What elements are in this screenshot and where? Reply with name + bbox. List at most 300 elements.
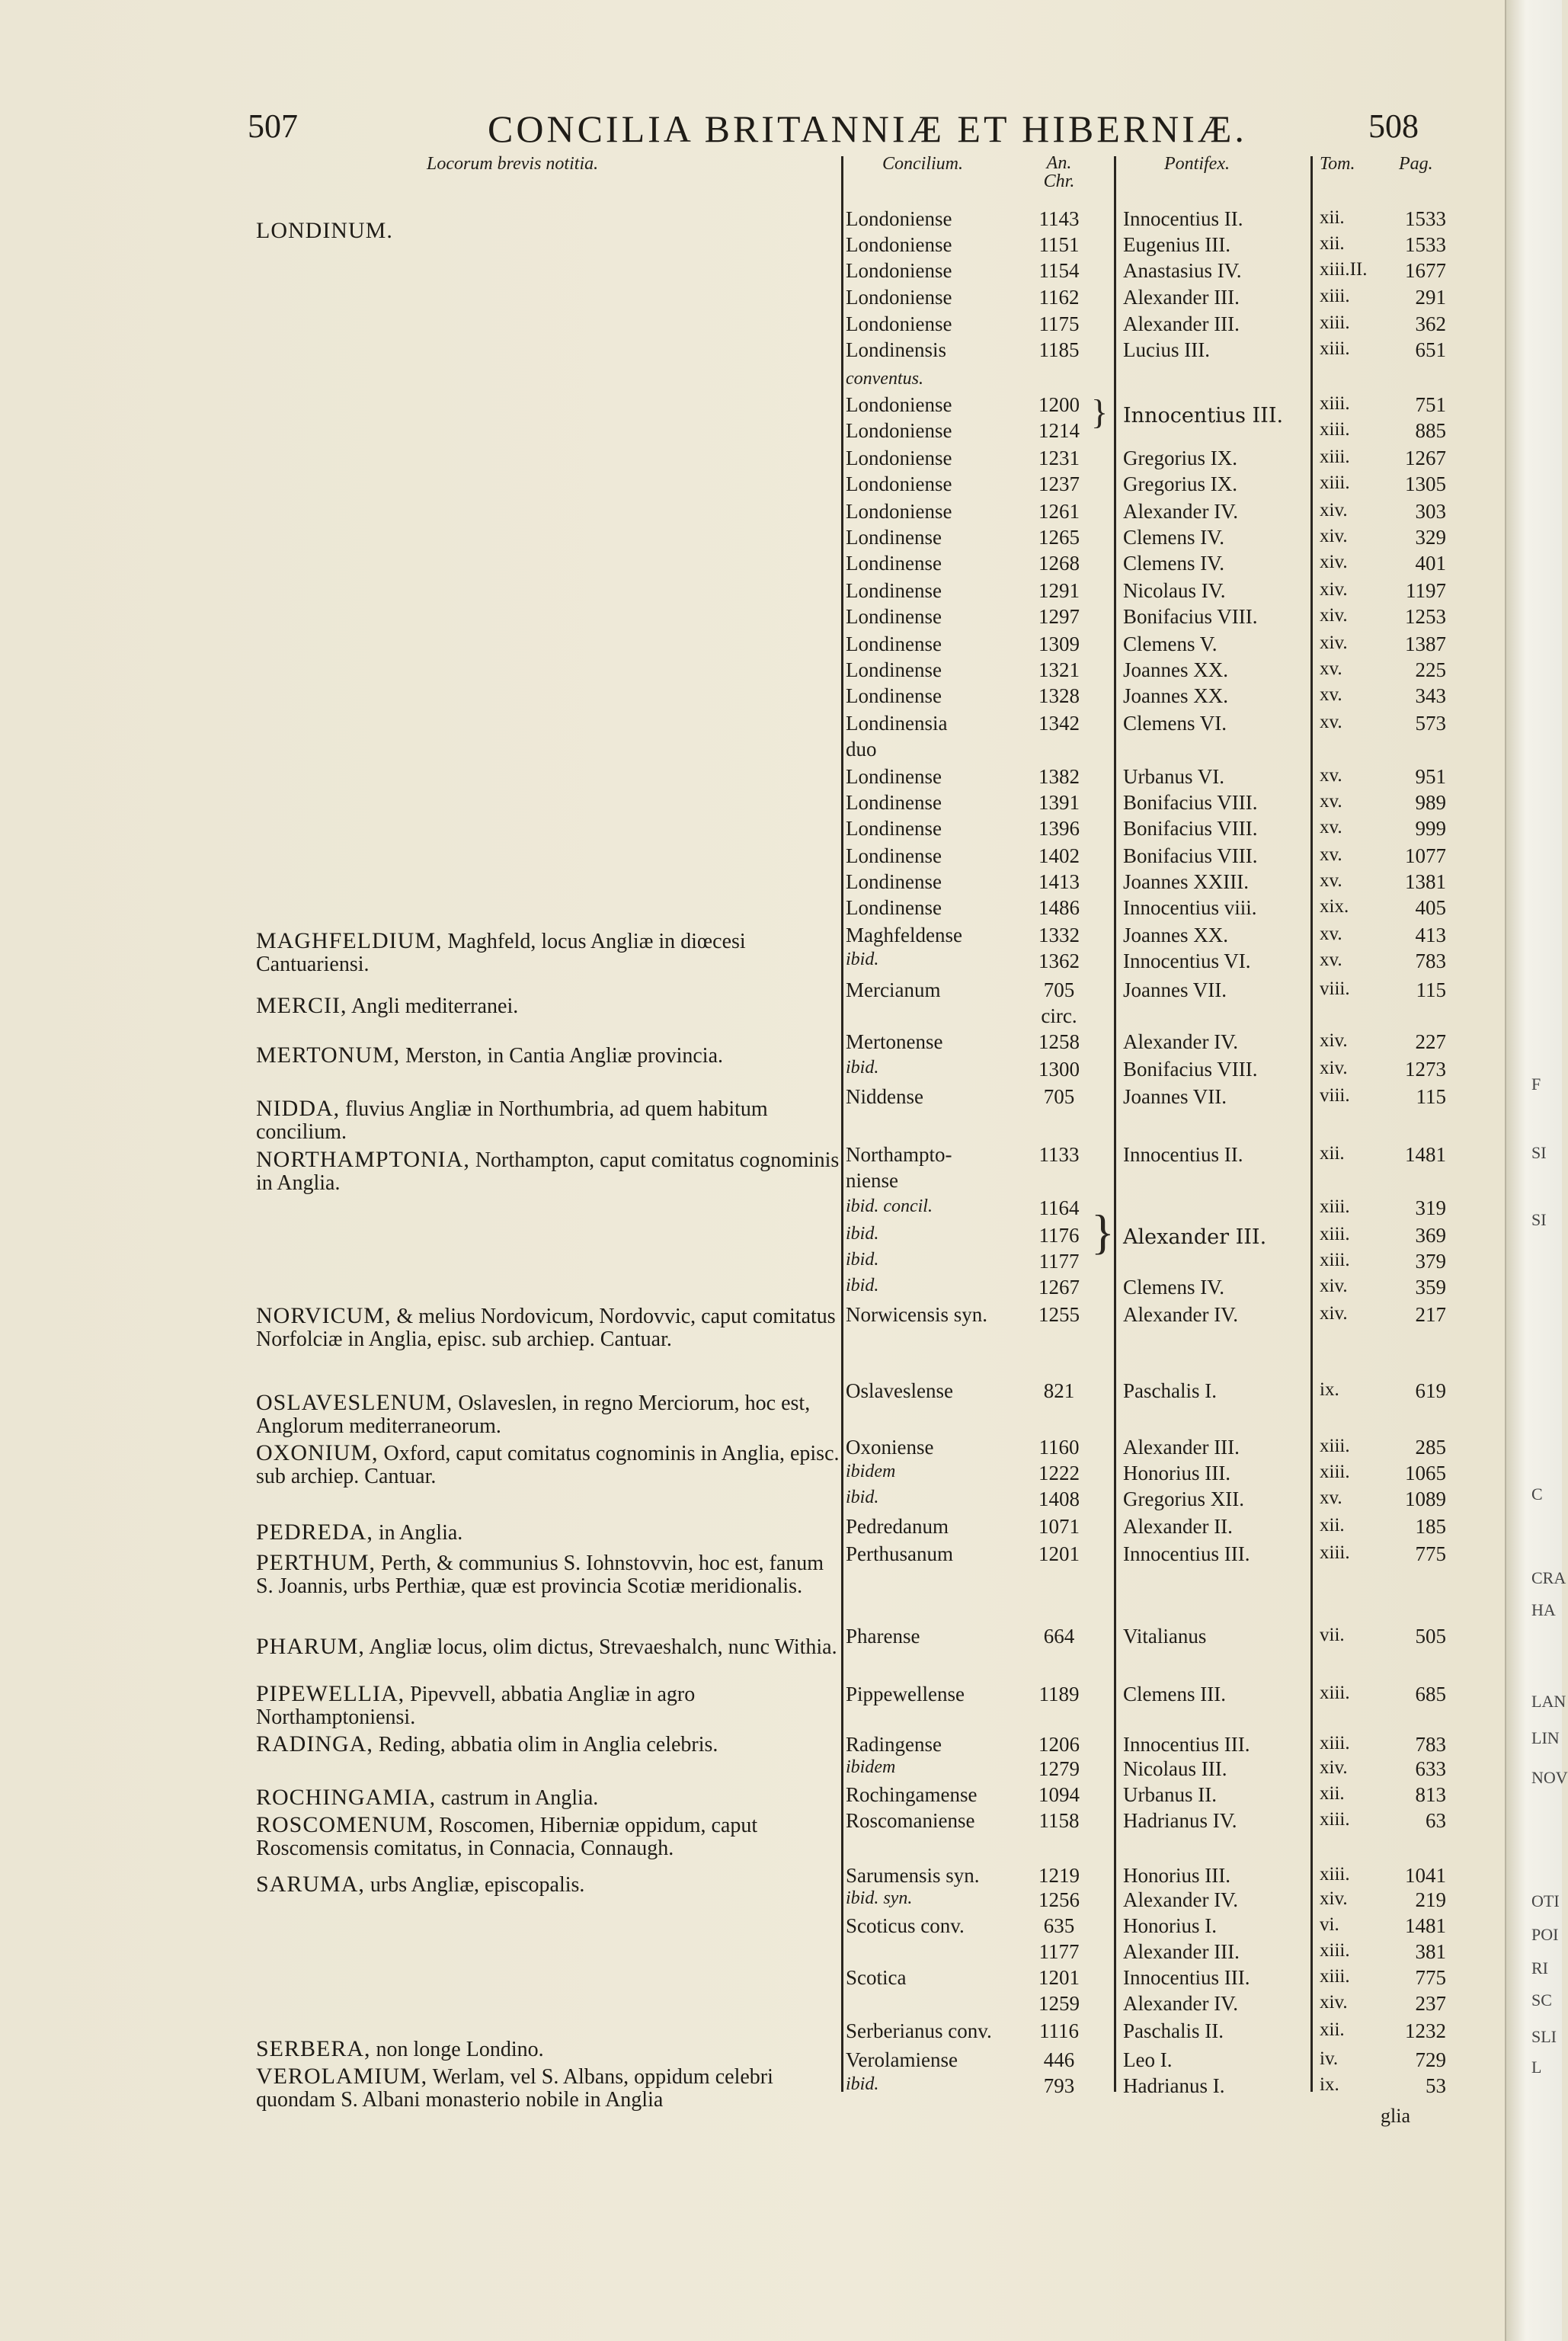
place-lemma: NIDDA,	[256, 1096, 341, 1121]
place-entry	[256, 1148, 840, 1195]
council-tom: xiii.	[1320, 1462, 1350, 1482]
council-pope: Hadrianus IV.	[1123, 1809, 1237, 1832]
place-entry	[256, 1683, 840, 1729]
council-tom: xv.	[1320, 712, 1342, 732]
place-entry	[256, 1521, 840, 1545]
page-number-right: 508	[1368, 107, 1419, 145]
council-year: 1382	[1038, 765, 1080, 788]
council-year: 1094	[1038, 1783, 1080, 1806]
council-tom: ix.	[1320, 1379, 1339, 1400]
council-pag: 401	[1415, 552, 1446, 575]
brace-1200-1214: }	[1091, 392, 1109, 431]
margin-fragment: NOV	[1531, 1768, 1568, 1787]
council-pope: Clemens VI.	[1123, 712, 1227, 735]
council-tom: ix.	[1320, 2074, 1339, 2095]
place-description: Maghfeld, locus Angliæ in diœcesi Cantuariensi.	[256, 930, 746, 976]
council-tom: xii.	[1320, 233, 1345, 254]
place-lemma: MERTONUM,	[256, 1042, 401, 1068]
council-tom: xii.	[1320, 2019, 1345, 2040]
council-pope: Alexander IV.	[1123, 1888, 1238, 1911]
council-year: 1154	[1038, 259, 1080, 282]
margin-fragment: SC	[1531, 1990, 1552, 2010]
council-year: 1332	[1038, 924, 1080, 946]
council-tom: xii.	[1320, 1783, 1345, 1804]
council-year: circ.	[1041, 1004, 1077, 1027]
council-tom: xiv.	[1320, 1058, 1348, 1078]
council-year: 1175	[1038, 312, 1080, 335]
council-pope: Innocentius VI.	[1123, 950, 1251, 972]
council-name: Radingense	[846, 1733, 942, 1756]
place-lemma: PHARUM,	[256, 1634, 365, 1659]
place-lemma: PEDREDA,	[256, 1520, 373, 1545]
council-pag: 237	[1415, 1992, 1446, 2015]
council-year: 1413	[1038, 870, 1080, 893]
running-title: CONCILIA BRITANNIÆ ET HIBERNIÆ.	[488, 107, 1247, 150]
council-name: Londinense	[846, 844, 942, 867]
council-pag: 751	[1415, 393, 1446, 416]
place-description: Werlam, vel S. Albans, oppidum celebri quondam S. Albani monasterio nobile in Anglia	[256, 2065, 773, 2112]
council-pope: Innocentius III.	[1123, 1733, 1250, 1756]
place-entry	[256, 1044, 840, 1068]
council-year: 1279	[1038, 1757, 1080, 1780]
council-pag: 1305	[1405, 472, 1446, 495]
council-pag: 1041	[1405, 1864, 1446, 1887]
council-tom: xiii.	[1320, 1966, 1350, 1987]
council-pag: 999	[1415, 817, 1446, 840]
council-pag: 1533	[1405, 207, 1446, 230]
council-pag: 405	[1415, 896, 1446, 919]
council-name: Pedredanum	[846, 1515, 949, 1538]
council-pope: Alexander IV.	[1123, 1992, 1238, 2015]
council-pag: 775	[1415, 1966, 1446, 1989]
council-pope: Clemens IV.	[1123, 526, 1224, 549]
council-tom: xiii.	[1320, 1733, 1350, 1753]
place-entry	[256, 1552, 840, 1598]
council-year: 1486	[1038, 896, 1080, 919]
council-year: 1164	[1038, 1196, 1080, 1219]
council-name: Londinense	[846, 765, 942, 788]
council-pope: Eugenius III.	[1123, 233, 1230, 256]
council-name: Londinense	[846, 896, 942, 919]
council-tom: xiii.	[1320, 1542, 1350, 1563]
column-rule-1	[841, 156, 843, 2092]
council-pag: 1197	[1406, 579, 1446, 602]
council-pag: 783	[1415, 1733, 1446, 1756]
council-year: 1219	[1038, 1864, 1080, 1887]
council-tom: xiv.	[1320, 500, 1348, 520]
council-year: 664	[1043, 1625, 1075, 1648]
place-entry	[256, 219, 840, 243]
council-year: 1189	[1038, 1683, 1080, 1705]
council-year: 1133	[1038, 1143, 1080, 1166]
council-year: 1258	[1038, 1030, 1080, 1053]
council-name: ibidem	[846, 1462, 896, 1481]
council-pope: Clemens V.	[1123, 632, 1218, 655]
council-pag: 729	[1415, 2048, 1446, 2071]
place-description: in Anglia.	[378, 1521, 463, 1545]
council-tom: iv.	[1320, 2048, 1339, 2069]
council-tom: xiii.	[1320, 1809, 1350, 1830]
council-name: ibid.	[846, 1250, 879, 1270]
council-year: 1342	[1038, 712, 1080, 735]
council-pope: Honorius III.	[1123, 1864, 1230, 1887]
council-name: Londinense	[846, 552, 942, 575]
council-tom: xv.	[1320, 870, 1342, 891]
council-pope: Lucius III.	[1123, 338, 1210, 361]
council-pag: 319	[1415, 1196, 1446, 1219]
margin-fragment: SI	[1531, 1143, 1547, 1162]
council-name: Scoticus conv.	[846, 1914, 965, 1937]
council-pag: 115	[1416, 978, 1446, 1001]
council-year: 1300	[1038, 1058, 1080, 1081]
council-tom: xiv.	[1320, 1276, 1348, 1296]
council-year: 1328	[1038, 684, 1080, 707]
council-year: 1297	[1038, 605, 1080, 628]
council-year: 1309	[1038, 632, 1080, 655]
council-year: 1071	[1038, 1515, 1080, 1538]
council-pag: 1387	[1405, 632, 1446, 655]
margin-fragment: LAN	[1531, 1692, 1566, 1711]
council-pope: Gregorius XII.	[1123, 1488, 1244, 1510]
council-pag: 329	[1415, 526, 1446, 549]
catchword: glia	[1381, 2105, 1410, 2127]
place-entry	[256, 1391, 840, 1438]
council-year: 1201	[1038, 1542, 1080, 1565]
council-year: 1185	[1038, 338, 1080, 361]
council-year: 446	[1043, 2048, 1075, 2071]
council-pag: 115	[1416, 1085, 1446, 1108]
council-name: Londinense	[846, 817, 942, 840]
council-name: ibid.	[846, 1058, 879, 1078]
council-name: Londoniense	[846, 207, 952, 230]
place-entry	[256, 994, 840, 1018]
council-pope: Nicolaus III.	[1123, 1757, 1227, 1780]
council-year: 1200	[1038, 393, 1080, 416]
column-head-tom: Tom.	[1320, 154, 1355, 174]
council-year: 1321	[1038, 658, 1080, 681]
council-name: Londoniense	[846, 419, 952, 442]
council-name: Londinense	[846, 632, 942, 655]
council-pag: 291	[1415, 286, 1446, 309]
braced-pope-2: Alexander III.	[1123, 1225, 1267, 1249]
council-pope: Innocentius II.	[1123, 207, 1243, 230]
council-tom: xiii.	[1320, 1196, 1350, 1217]
council-pag: 359	[1415, 1276, 1446, 1299]
council-pope: Urbanus II.	[1123, 1783, 1217, 1806]
council-name: ibidem	[846, 1757, 896, 1777]
council-pope: Alexander IV.	[1123, 1303, 1238, 1326]
place-entry	[256, 930, 840, 976]
council-pope: Alexander III.	[1123, 286, 1240, 309]
council-year: 1177	[1038, 1250, 1080, 1273]
council-name: ibid.	[846, 1488, 879, 1507]
council-name: Londoniense	[846, 259, 952, 282]
council-tom: xiv.	[1320, 552, 1348, 572]
place-entry	[256, 1442, 840, 1488]
council-tom: viii.	[1320, 978, 1350, 999]
council-pag: 53	[1426, 2074, 1446, 2097]
council-name: Londoniense	[846, 233, 952, 256]
margin-fragment: L	[1531, 2058, 1542, 2077]
council-pope: Innocentius III.	[1123, 1966, 1250, 1989]
council-pag: 775	[1415, 1542, 1446, 1565]
place-entry	[256, 1305, 840, 1351]
council-pag: 1273	[1405, 1058, 1446, 1081]
margin-fragment: C	[1531, 1484, 1543, 1504]
council-year: 1206	[1038, 1733, 1080, 1756]
place-lemma: NORTHAMPTONIA,	[256, 1147, 470, 1172]
council-pope: Bonifacius VIII.	[1123, 1058, 1258, 1081]
place-description: non longe Londino.	[376, 2038, 544, 2061]
column-head-council: Concilium.	[882, 154, 963, 174]
council-pag: 185	[1415, 1515, 1446, 1538]
council-name: Londinense	[846, 526, 942, 549]
council-tom: xv.	[1320, 684, 1342, 705]
council-pope: Anastasius IV.	[1123, 259, 1242, 282]
council-year: 1362	[1038, 950, 1080, 972]
place-description: urbs Angliæ, episcopalis.	[370, 1873, 585, 1897]
place-lemma: ROCHINGAMIA,	[256, 1785, 437, 1810]
council-tom: xv.	[1320, 791, 1342, 812]
council-pag: 217	[1415, 1303, 1446, 1326]
council-pope: Gregorius IX.	[1123, 447, 1237, 469]
council-tom: xv.	[1320, 924, 1342, 944]
council-pag: 989	[1415, 791, 1446, 814]
council-year: 1291	[1038, 579, 1080, 602]
council-tom: vi.	[1320, 1914, 1339, 1935]
council-name: ibid.	[846, 1224, 879, 1244]
council-pag: 1089	[1405, 1488, 1446, 1510]
place-entry	[256, 2038, 840, 2061]
council-year: 705	[1043, 978, 1075, 1001]
place-lemma: PERTHUM,	[256, 1550, 376, 1575]
margin-fragment: RI	[1531, 1958, 1548, 1978]
council-name: Perthusanum	[846, 1542, 953, 1565]
council-name: Verolamiense	[846, 2048, 958, 2071]
place-description: Roscomen, Hiberniæ oppidum, caput Roscomensis comitatus, in Connacia, Connaugh.	[256, 1814, 758, 1860]
council-name: Londinense	[846, 579, 942, 602]
council-name: Londoniense	[846, 447, 952, 469]
place-lemma: LONDINUM.	[256, 218, 393, 243]
council-year: 1237	[1038, 472, 1080, 495]
place-entry	[256, 1097, 840, 1144]
council-pope: Alexander III.	[1123, 1940, 1240, 1963]
place-lemma: NORVICUM,	[256, 1303, 392, 1328]
column-head-places: Locorum brevis notitia.	[427, 154, 599, 174]
council-tom: xii.	[1320, 207, 1345, 228]
council-pope: Leo I.	[1123, 2048, 1173, 2071]
place-description: fluvius Angliæ in Northumbria, ad quem habitum concilium.	[256, 1097, 768, 1144]
braced-pope-1: Innocentius III.	[1123, 404, 1284, 428]
council-year: 821	[1043, 1379, 1075, 1402]
council-pag: 573	[1415, 712, 1446, 735]
council-tom: xiii.	[1320, 472, 1350, 493]
council-year: 1158	[1038, 1809, 1080, 1832]
council-pag: 885	[1415, 419, 1446, 442]
council-tom: xiii.	[1320, 1224, 1350, 1244]
council-tom: xiii.	[1320, 338, 1350, 359]
council-name: Serberianus conv.	[846, 2019, 992, 2042]
council-name: Pharense	[846, 1625, 920, 1648]
place-lemma: ROSCOMENUM,	[256, 1812, 434, 1837]
council-pag: 633	[1415, 1757, 1446, 1780]
council-year: 1177	[1038, 1940, 1080, 1963]
column-head-pope: Pontifex.	[1164, 154, 1230, 174]
place-entry	[256, 1873, 840, 1897]
margin-fragment: F	[1531, 1074, 1541, 1094]
brace-1164-1177: }	[1091, 1205, 1115, 1259]
council-pope: Clemens IV.	[1123, 552, 1224, 575]
council-name: Oxoniense	[846, 1436, 934, 1459]
council-tom: xiii.II.	[1320, 259, 1368, 280]
council-tom: xv.	[1320, 658, 1342, 679]
council-pope: Joannes XXIII.	[1123, 870, 1249, 893]
place-entry	[256, 1814, 840, 1860]
council-pope: Alexander IV.	[1123, 1030, 1238, 1053]
council-year: 1408	[1038, 1488, 1080, 1510]
place-lemma: SERBERA,	[256, 2036, 371, 2061]
council-tom: xv.	[1320, 950, 1342, 970]
place-description: castrum in Anglia.	[441, 1786, 599, 1810]
council-pag: 343	[1415, 684, 1446, 707]
council-tom: xiii.	[1320, 312, 1350, 333]
council-tom: xii.	[1320, 1143, 1345, 1164]
council-pag: 285	[1415, 1436, 1446, 1459]
council-name: Mertonense	[846, 1030, 943, 1053]
council-year: 1265	[1038, 526, 1080, 549]
council-pope: Alexander III.	[1123, 312, 1240, 335]
council-year: 1201	[1038, 1966, 1080, 1989]
council-pag: 1077	[1405, 844, 1446, 867]
place-entry	[256, 1635, 840, 1659]
council-name: Mercianum	[846, 978, 941, 1001]
council-pope: Clemens IV.	[1123, 1276, 1224, 1299]
council-name: Londinense	[846, 684, 942, 707]
place-description: & melius Nordovicum, Nordovvic, caput comitatus Norfolciæ in Anglia, episc. sub archiep. Cantuar.	[256, 1305, 836, 1351]
page-header	[0, 107, 1560, 152]
place-description: Perth, & communius S. Iohnstovvin, hoc est, fanum S. Joannis, urbs Perthiæ, quæ est provincia Scotiæ meridionalis.	[256, 1552, 824, 1598]
council-name: Londinense	[846, 791, 942, 814]
council-pag: 227	[1415, 1030, 1446, 1053]
council-pag: 379	[1415, 1250, 1446, 1273]
council-tom: xix.	[1320, 896, 1349, 917]
council-tom: xiv.	[1320, 526, 1348, 546]
place-lemma: MERCII,	[256, 993, 347, 1018]
council-pope: Clemens III.	[1123, 1683, 1226, 1705]
place-description: Oxford, caput comitatus cognominis in Anglia, episc. sub archiep. Cantuar.	[256, 1442, 840, 1488]
council-pope: Paschalis I.	[1123, 1379, 1217, 1402]
council-name: Niddense	[846, 1085, 923, 1108]
council-pope: Bonifacius VIII.	[1123, 791, 1258, 814]
council-tom: xiv.	[1320, 579, 1348, 600]
council-year: 1255	[1038, 1303, 1080, 1326]
council-pope: Gregorius IX.	[1123, 472, 1237, 495]
margin-fragment: OTI	[1531, 1891, 1560, 1910]
council-name: Londinensia	[846, 712, 948, 735]
council-pag: 1267	[1405, 447, 1446, 469]
council-year: 1116	[1039, 2019, 1079, 2042]
council-pag: 951	[1415, 765, 1446, 788]
council-name: Londoniense	[846, 312, 952, 335]
council-pag: 413	[1415, 924, 1446, 946]
council-name: Londinense	[846, 658, 942, 681]
council-pag: 1481	[1405, 1914, 1446, 1937]
council-pag: 685	[1415, 1683, 1446, 1705]
council-tom: xiii.	[1320, 1940, 1350, 1961]
place-description: Angliæ locus, olim dictus, Strevaeshalch, nunc Withia.	[369, 1635, 837, 1659]
council-pope: Innocentius II.	[1123, 1143, 1243, 1166]
council-pag: 369	[1415, 1224, 1446, 1247]
council-name: ibid. concil.	[846, 1196, 933, 1216]
council-name: ibid.	[846, 2074, 879, 2094]
place-entry	[256, 1786, 840, 1810]
council-year: 705	[1043, 1085, 1075, 1108]
council-name: Londoniense	[846, 393, 952, 416]
council-pope: Honorius I.	[1123, 1914, 1217, 1937]
council-name: Northampto-	[846, 1143, 952, 1166]
council-name: duo	[846, 738, 877, 761]
council-pag: 1381	[1405, 870, 1446, 893]
column-rule-3	[1310, 156, 1313, 2092]
council-year: 1391	[1038, 791, 1080, 814]
council-pag: 381	[1415, 1940, 1446, 1963]
page-number-left: 507	[248, 107, 298, 145]
council-pag: 505	[1415, 1625, 1446, 1648]
council-tom: xv.	[1320, 844, 1342, 865]
council-name: Londoniense	[846, 286, 952, 309]
council-tom: viii.	[1320, 1085, 1350, 1106]
council-name: Roscomaniense	[846, 1809, 975, 1832]
place-lemma: PIPEWELLIA,	[256, 1681, 405, 1706]
council-year: 1261	[1038, 500, 1080, 523]
council-name: Londinense	[846, 605, 942, 628]
place-description: Pipevvell, abbatia Angliæ in agro Northamptoniensi.	[256, 1683, 696, 1729]
place-description: Northampton, caput comitatus cognominis in Anglia.	[256, 1148, 840, 1195]
council-name: Londinense	[846, 870, 942, 893]
council-pope: Bonifacius VIII.	[1123, 605, 1258, 628]
council-year: 1151	[1038, 233, 1080, 256]
column-rule-2	[1114, 156, 1116, 2092]
council-pope: Honorius III.	[1123, 1462, 1230, 1484]
council-name: conventus.	[846, 369, 923, 389]
council-name: Scotica	[846, 1966, 907, 1989]
council-pag: 219	[1415, 1888, 1446, 1911]
margin-fragment: LIN	[1531, 1728, 1560, 1747]
council-name: ibid.	[846, 950, 879, 969]
council-year: 1259	[1038, 1992, 1080, 2015]
council-year: 1396	[1038, 817, 1080, 840]
council-pope: Alexander III.	[1123, 1436, 1240, 1459]
council-pag: 1481	[1405, 1143, 1446, 1166]
council-pope: Joannes XX.	[1123, 684, 1228, 707]
council-name: Londinensis	[846, 338, 946, 361]
council-tom: xiii.	[1320, 419, 1350, 440]
place-lemma: OSLAVESLENUM,	[256, 1390, 453, 1415]
place-entry	[256, 2065, 840, 2112]
council-name: Oslaveslense	[846, 1379, 953, 1402]
council-name: Rochingamense	[846, 1783, 978, 1806]
council-pope: Urbanus VI.	[1123, 765, 1224, 788]
council-year: 793	[1043, 2074, 1075, 2097]
council-pope: Bonifacius VIII.	[1123, 844, 1258, 867]
council-year: 635	[1043, 1914, 1075, 1937]
council-year: 1176	[1038, 1224, 1080, 1247]
council-pope: Innocentius III.	[1123, 1542, 1250, 1565]
council-tom: xv.	[1320, 1488, 1342, 1508]
council-tom: xiii.	[1320, 393, 1350, 414]
place-lemma: MAGHFELDIUM,	[256, 928, 443, 953]
council-pag: 1232	[1405, 2019, 1446, 2042]
